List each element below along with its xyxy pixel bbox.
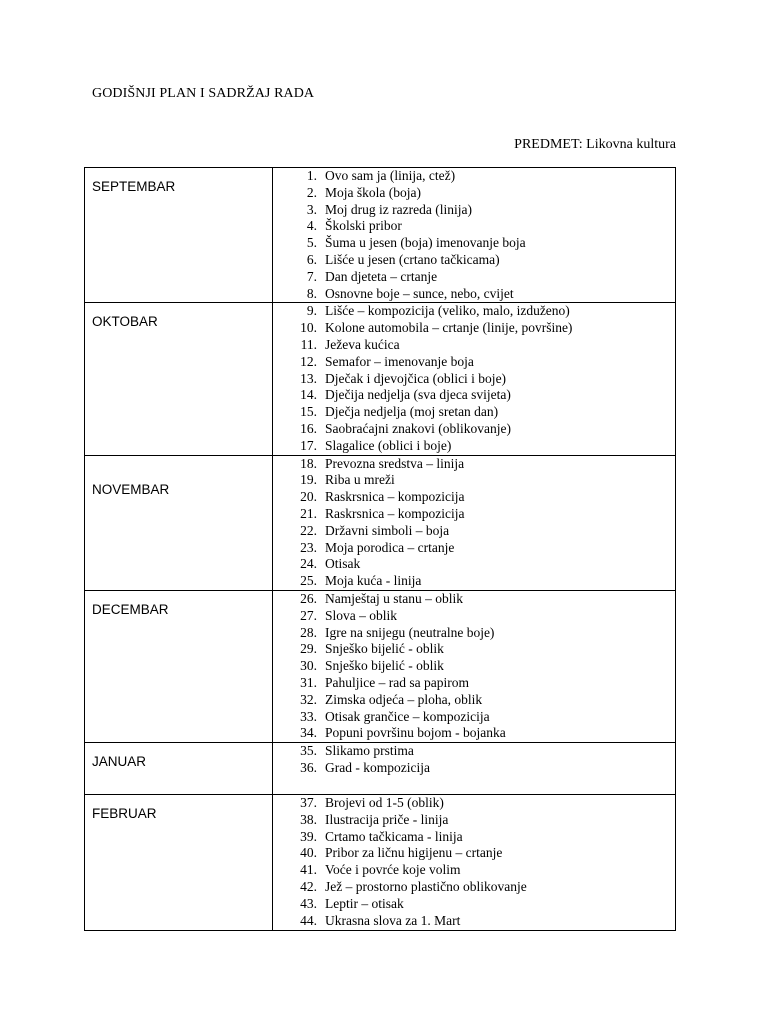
lesson-item — [273, 658, 675, 675]
month-label: SEPTEMBAR — [92, 179, 176, 194]
lesson-item — [273, 371, 675, 388]
lesson-list — [273, 743, 675, 777]
lesson-list — [273, 591, 675, 742]
lesson-item — [273, 218, 675, 235]
month-cell — [85, 455, 273, 590]
lesson-number: 37. — [300, 795, 317, 811]
lesson-text: Ukrasna slova za 1. Mart — [325, 912, 461, 928]
lesson-item — [273, 675, 675, 692]
lessons-cell — [273, 795, 676, 931]
lesson-item — [273, 303, 675, 320]
lesson-number: 5. — [306, 235, 317, 251]
lesson-number: 12. — [300, 353, 317, 369]
lesson-item — [273, 829, 675, 846]
document-title: GODIŠNJI PLAN I SADRŽAJ RADA — [92, 86, 315, 101]
lesson-item — [273, 438, 675, 455]
lesson-text: Školski pribor — [325, 218, 402, 234]
lesson-text: Dječija nedjelja (sva djeca svijeta) — [325, 387, 511, 403]
lesson-text: Riba u mreži — [325, 472, 395, 488]
lesson-number: 23. — [300, 539, 317, 555]
lesson-item — [273, 743, 675, 760]
lesson-text: Lišće – kompozicija (veliko, malo, izduženo) — [325, 303, 570, 319]
lesson-text: Ilustracija priče - linija — [325, 811, 449, 827]
lesson-item — [273, 709, 675, 726]
lesson-text: Moja škola (boja) — [325, 184, 421, 200]
lesson-number: 39. — [300, 828, 317, 844]
lesson-text: Kolone automobila – crtanje (linije, površine) — [325, 320, 573, 336]
subject-label: PREDMET: Likovna kultura — [514, 137, 676, 152]
lesson-item — [273, 540, 675, 557]
lesson-number: 35. — [300, 743, 317, 759]
lesson-item — [273, 573, 675, 590]
lessons-cell — [273, 168, 676, 303]
lesson-text: Lišće u jesen (crtano tačkicama) — [325, 251, 500, 267]
lesson-text: Otisak — [325, 556, 361, 572]
lesson-text: Otisak grančice – kompozicija — [325, 708, 490, 724]
month-label: OKTOBAR — [92, 314, 158, 330]
lesson-text: Snješko bijelić - oblik — [325, 641, 444, 657]
lesson-number: 41. — [300, 862, 317, 878]
month-label: DECEMBAR — [92, 601, 169, 617]
lesson-text: Dječak i djevojčica (oblici i boje) — [325, 370, 507, 386]
month-cell — [85, 168, 273, 303]
lesson-item — [273, 387, 675, 404]
lesson-number: 11. — [300, 336, 317, 352]
lesson-text: Raskrsnica – kompozicija — [325, 505, 465, 521]
lesson-item — [273, 185, 675, 202]
lesson-item — [273, 845, 675, 862]
lesson-list — [273, 168, 675, 302]
lesson-number: 26. — [300, 590, 317, 606]
lesson-text: Namještaj u stanu – oblik — [325, 590, 463, 606]
lesson-item — [273, 456, 675, 473]
lesson-item — [273, 913, 675, 930]
lesson-text: Raskrsnica – kompozicija — [325, 489, 465, 505]
lesson-item — [273, 523, 675, 540]
lesson-text: Dječja nedjelja (moj sretan dan) — [325, 404, 499, 420]
lesson-item — [273, 252, 675, 269]
lesson-text: Šuma u jesen (boja) imenovanje boja — [325, 235, 526, 251]
month-row — [85, 590, 676, 742]
month-label: NOVEMBAR — [92, 481, 170, 497]
lesson-text: Prevozna sredstva – linija — [325, 455, 465, 471]
lesson-text: Crtamo tačkicama - linija — [325, 828, 463, 844]
month-cell — [85, 743, 273, 795]
month-label: JANUAR — [92, 754, 147, 770]
lesson-text: Leptir – otisak — [325, 895, 404, 911]
lesson-text: Snješko bijelić - oblik — [325, 658, 444, 674]
lesson-text: Slikamo prstima — [325, 743, 414, 759]
lesson-number: 14. — [300, 387, 317, 403]
lesson-item — [273, 168, 675, 185]
lesson-item — [273, 320, 675, 337]
lesson-item — [273, 337, 675, 354]
lesson-text: Slova – oblik — [325, 607, 398, 623]
lesson-number: 18. — [300, 455, 317, 471]
lesson-number: 43. — [300, 895, 317, 911]
lesson-list — [273, 795, 675, 929]
lesson-number: 19. — [300, 472, 317, 488]
month-cell — [85, 303, 273, 455]
lesson-list — [273, 303, 675, 454]
lesson-item — [273, 760, 675, 777]
lesson-item — [273, 608, 675, 625]
lesson-text: Semafor – imenovanje boja — [325, 353, 474, 369]
lesson-text: Dan djeteta – crtanje — [325, 268, 438, 284]
lesson-text: Popuni površinu bojom - bojanka — [325, 725, 506, 741]
lesson-number: 29. — [300, 641, 317, 657]
lessons-cell — [273, 303, 676, 455]
lesson-item — [273, 692, 675, 709]
lesson-item — [273, 489, 675, 506]
lesson-number: 4. — [306, 218, 317, 234]
lesson-item — [273, 879, 675, 896]
month-row — [85, 455, 676, 590]
lesson-number: 30. — [300, 658, 317, 674]
lesson-text: Igre na snijegu (neutralne boje) — [325, 624, 495, 640]
lesson-number: 22. — [300, 522, 317, 538]
lesson-item — [273, 354, 675, 371]
lesson-number: 21. — [300, 505, 317, 521]
lesson-number: 33. — [300, 708, 317, 724]
lessons-cell — [273, 743, 676, 795]
lesson-item — [273, 202, 675, 219]
lesson-number: 9. — [306, 303, 317, 319]
lesson-text: Državni simboli – boja — [325, 522, 450, 538]
lesson-text: Pahuljice – rad sa papirom — [325, 674, 469, 690]
lesson-item — [273, 286, 675, 303]
lesson-number: 3. — [306, 201, 317, 217]
lessons-cell — [273, 455, 676, 590]
lesson-number: 2. — [306, 184, 317, 200]
lesson-number: 34. — [300, 725, 317, 741]
month-cell — [85, 795, 273, 931]
lesson-number: 13. — [300, 370, 317, 386]
lesson-number: 10. — [300, 320, 317, 336]
lesson-item — [273, 896, 675, 913]
lesson-number: 44. — [300, 912, 317, 928]
lesson-item — [273, 472, 675, 489]
lesson-number: 24. — [300, 556, 317, 572]
lesson-number: 28. — [300, 624, 317, 640]
lesson-number: 16. — [300, 420, 317, 436]
lesson-item — [273, 641, 675, 658]
lesson-number: 7. — [306, 268, 317, 284]
month-row — [85, 168, 676, 303]
lesson-text: Jež – prostorno plastično oblikovanje — [325, 879, 527, 895]
month-cell — [85, 590, 273, 742]
lesson-number: 31. — [300, 674, 317, 690]
lesson-number: 20. — [300, 489, 317, 505]
lesson-number: 8. — [306, 285, 317, 301]
lesson-number: 32. — [300, 691, 317, 707]
lesson-text: Zimska odjeća – ploha, oblik — [325, 691, 483, 707]
lesson-item — [273, 556, 675, 573]
lesson-text: Brojevi od 1-5 (oblik) — [325, 795, 444, 811]
lesson-text: Grad - kompozicija — [325, 759, 430, 775]
lesson-number: 36. — [300, 759, 317, 775]
month-label: FEBRUAR — [92, 806, 157, 822]
lesson-text: Moja porodica – crtanje — [325, 539, 455, 555]
lesson-text: Ježeva kućica — [325, 336, 400, 352]
month-row — [85, 303, 676, 455]
lesson-item — [273, 862, 675, 879]
lesson-item — [273, 625, 675, 642]
lesson-list — [273, 456, 675, 590]
lessons-cell — [273, 590, 676, 742]
lesson-item — [273, 404, 675, 421]
lesson-text: Voće i povrće koje volim — [325, 862, 461, 878]
lesson-text: Ovo sam ja (linija, ctež) — [325, 168, 456, 183]
lesson-item — [273, 235, 675, 252]
lesson-number: 6. — [306, 251, 317, 267]
lesson-number: 15. — [300, 404, 317, 420]
lesson-number: 38. — [300, 811, 317, 827]
lesson-number: 25. — [300, 573, 317, 589]
lesson-number: 17. — [300, 437, 317, 453]
lesson-item — [273, 421, 675, 438]
lesson-text: Pribor za ličnu higijenu – crtanje — [325, 845, 503, 861]
lesson-text: Saobraćajni znakovi (oblikovanje) — [325, 420, 511, 436]
lesson-number: 1. — [306, 168, 317, 183]
lesson-item — [273, 269, 675, 286]
lesson-text: Slagalice (oblici i boje) — [325, 437, 452, 453]
lesson-item — [273, 725, 675, 742]
plan-table-body — [85, 168, 676, 931]
month-row — [85, 795, 676, 931]
lesson-number: 27. — [300, 607, 317, 623]
lesson-item — [273, 591, 675, 608]
lesson-item — [273, 795, 675, 812]
lesson-item — [273, 812, 675, 829]
lesson-text: Moj drug iz razreda (linija) — [325, 201, 472, 217]
lesson-text: Moja kuća - linija — [325, 573, 422, 589]
plan-table — [84, 167, 676, 931]
lesson-text: Osnovne boje – sunce, nebo, cvijet — [325, 285, 514, 301]
month-row — [85, 743, 676, 795]
lesson-item — [273, 506, 675, 523]
lesson-number: 42. — [300, 879, 317, 895]
lesson-number: 40. — [300, 845, 317, 861]
